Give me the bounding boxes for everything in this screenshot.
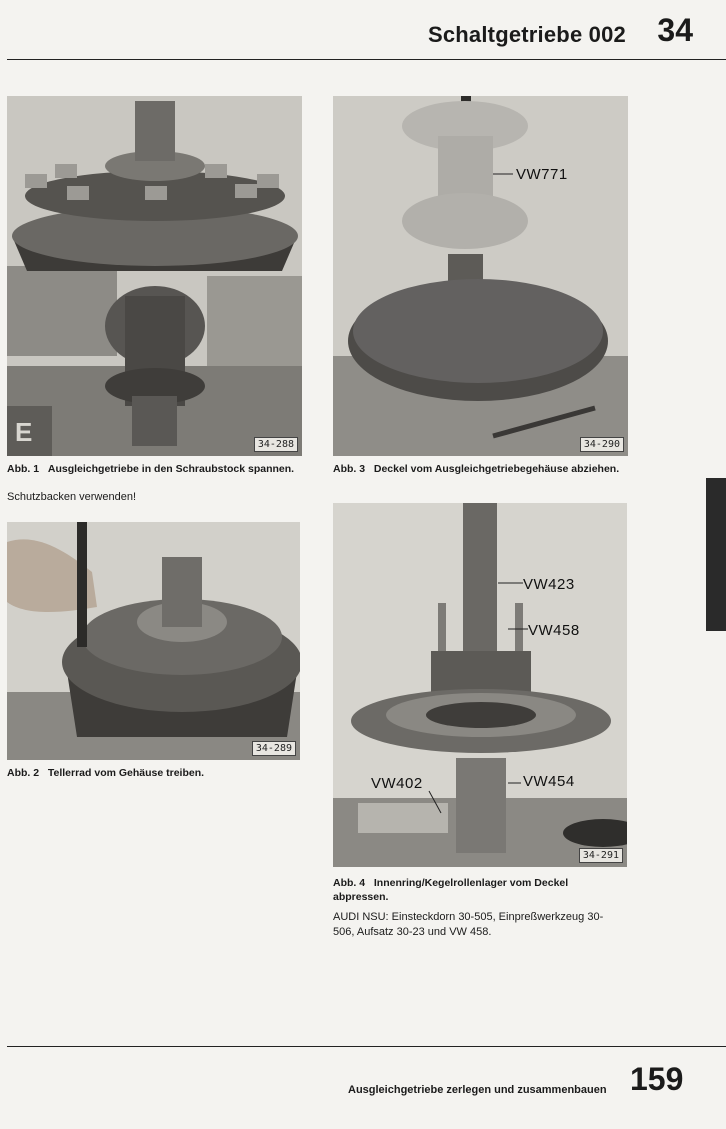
- figure-1-note: Schutzbacken verwenden!: [7, 491, 137, 503]
- figure-2-number: Abb. 2: [7, 767, 40, 779]
- ring-gear-driving-illustration: [7, 522, 300, 760]
- cover-pulling-illustration: [333, 96, 628, 456]
- footer-rule: [7, 1046, 726, 1047]
- figure-2-photo: [7, 522, 300, 760]
- figure-4-tag: 34-291: [579, 848, 623, 863]
- figure-2-caption: [7, 766, 302, 780]
- tool-label-vw771: VW771: [516, 166, 568, 183]
- figure-4-caption-text: Innenring/Kegelrollenlager vom Deckel abpressen.: [333, 877, 569, 903]
- footer-section-title: Ausgleichgetriebe zerlegen und zusammenbauen: [348, 1084, 607, 1096]
- figure-3-caption: [333, 462, 653, 476]
- figure-3-number: Abb. 3: [333, 463, 366, 475]
- differential-in-vise-illustration: [7, 96, 302, 456]
- figure-3-photo: [333, 96, 628, 456]
- figure-1-number: Abb. 1: [7, 463, 40, 475]
- tool-label-vw454: VW454: [523, 773, 575, 790]
- figure-1-tag: 34-288: [254, 437, 298, 452]
- bearing-press-illustration: [333, 503, 627, 867]
- page-number: 159: [630, 1061, 684, 1097]
- figure-4-caption: [333, 876, 623, 904]
- figure-1-caption: [7, 462, 302, 476]
- figure-1-caption-text: Ausgleichgetriebe in den Schraubstock spannen.: [47, 463, 295, 475]
- figure-4-number: Abb. 4: [333, 877, 366, 889]
- tool-label-vw458: VW458: [528, 622, 580, 639]
- section-thumb-tab: [706, 478, 726, 631]
- figure-4-photo: [333, 503, 627, 867]
- header-rule: [7, 59, 726, 60]
- svg-text:E: E: [15, 417, 33, 447]
- figure-2-caption-text: Tellerrad vom Gehäuse treiben.: [47, 767, 205, 779]
- figure-3-caption-text: Deckel vom Ausgleichgetriebegehäuse abziehen.: [373, 463, 620, 475]
- figure-2-tag: 34-289: [252, 741, 296, 756]
- section-number: 34: [657, 12, 693, 48]
- figure-4-note: AUDI NSU: Einsteckdorn 30-505, Einpreßwerkzeug 30-506, Aufsatz 30-23 und VW 458.: [333, 911, 604, 938]
- page-header-title: Schaltgetriebe 002: [427, 22, 626, 47]
- figure-3-tag: 34-290: [580, 437, 624, 452]
- figure-1-photo: [7, 96, 302, 456]
- tool-label-vw402: VW402: [371, 775, 423, 792]
- tool-label-vw423: VW423: [523, 576, 575, 593]
